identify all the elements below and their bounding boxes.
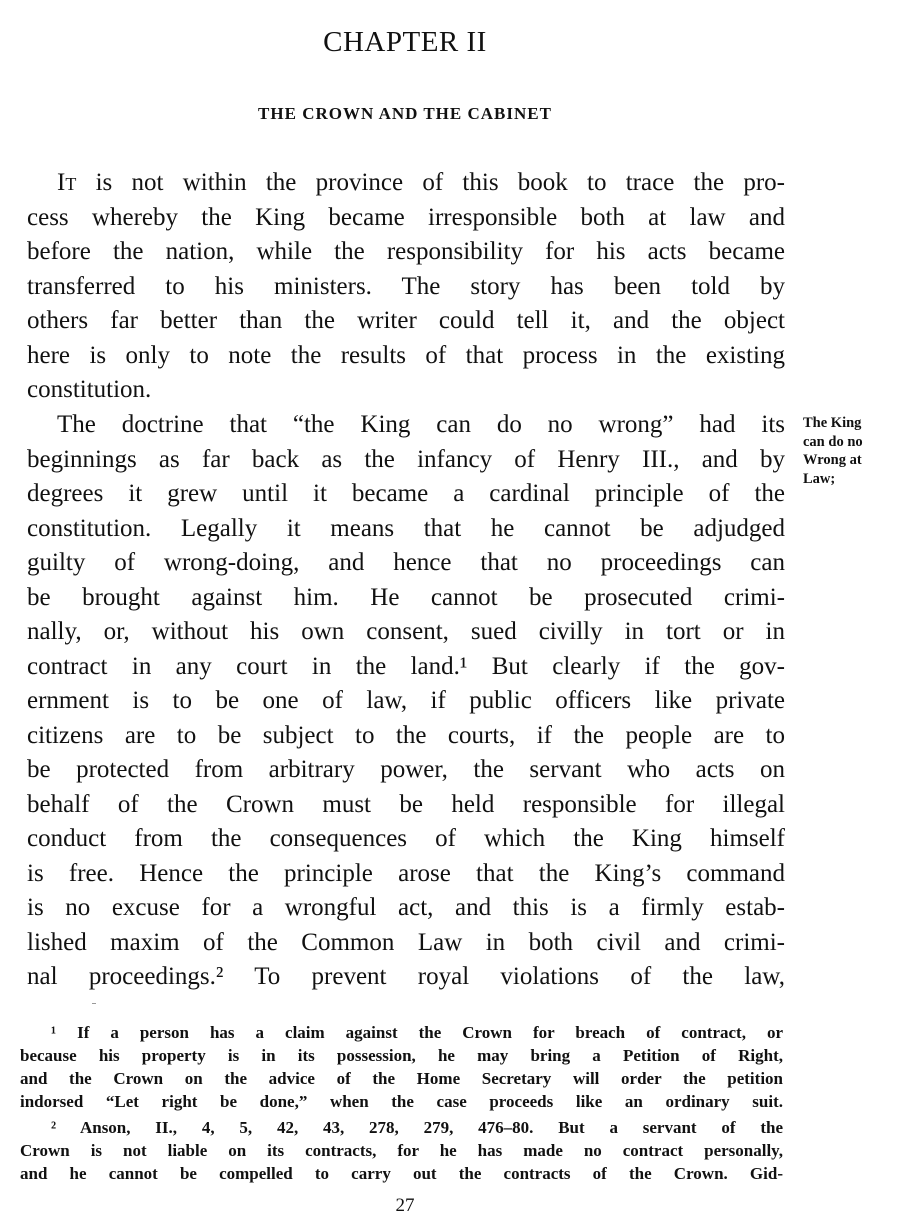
paragraph-2: [27, 408, 785, 995]
text-line: ernment is to be one of law, if public officers like private: [27, 687, 785, 714]
text-line: behalf of the Crown must be held responsible for illegal: [27, 790, 785, 818]
margin-note-line: Law;: [803, 470, 836, 487]
text-line: is no excuse for a wrongful act, and this is a firmly estab-: [27, 894, 785, 921]
footnote-line: because his property is in its possession, he may bring a Petition of Right,: [20, 1046, 783, 1065]
margin-note-line: can do no: [803, 433, 863, 450]
text-line: lished maxim of the Common Law in both civil and crimi-: [27, 928, 785, 956]
text-line: contract in any court in the land.¹ But clearly if the gov-: [27, 652, 785, 680]
footnote-1: [20, 1021, 783, 1113]
text-line: citizens are to be subject to the courts, if the people are to: [27, 721, 785, 749]
drop-word: It: [57, 169, 77, 196]
text-line: is free. Hence the principle arose that the King’s command: [27, 859, 785, 887]
chapter-title: THE CROWN AND THE CABINET: [258, 104, 552, 123]
text-line: The doctrine that “the King can do no wrong” had its: [57, 411, 785, 438]
footnote-mark: [92, 1003, 96, 1004]
text-line: cess whereby the King became irresponsible both at law and: [27, 203, 785, 231]
text-line: beginnings as far back as the infancy of Henry III., and by: [27, 445, 785, 473]
text-line: here is only to note the results of that process in the existing: [27, 341, 785, 369]
paragraph-1: [27, 166, 785, 408]
text-line: be protected from arbitrary power, the servant who acts on: [27, 756, 785, 783]
text-line: before the nation, while the responsibility for his acts became: [27, 238, 785, 265]
text-line: be brought against him. He cannot be prosecuted crimi-: [27, 583, 785, 611]
text-line: [27, 166, 785, 201]
text-line: constitution. Legally it means that he cannot be adjudged: [27, 514, 785, 542]
footnote-2: [20, 1116, 783, 1185]
text-line: degrees it grew until it became a cardinal principle of the: [27, 480, 785, 507]
footnote-line: Crown is not liable on its contracts, for he has made no contract personally,: [20, 1141, 783, 1160]
text-line: guilty of wrong-doing, and hence that no proceedings can: [27, 549, 785, 576]
text-line: nally, or, without his own consent, sued civilly in tort or in: [27, 618, 785, 645]
footnote-line: ² Anson, II., 4, 5, 42, 43, 278, 279, 476–80. But a servant of the: [51, 1118, 783, 1137]
margin-note-line: Wrong at: [803, 452, 862, 468]
text-line: transferred to his ministers. The story has been told by: [27, 272, 785, 300]
footnote-line: indorsed “Let right be done,” when the case proceeds like an ordinary suit.: [20, 1092, 783, 1111]
chapter-heading: CHAPTER II: [323, 26, 487, 58]
text-line: constitution.: [27, 376, 152, 403]
footnote-line: and the Crown on the advice of the Home Secretary will order the petition: [20, 1069, 783, 1088]
page-number: 27: [395, 1195, 415, 1216]
footnote-line: and he cannot be compelled to carry out the contracts of the Crown. Gid-: [20, 1164, 783, 1183]
margin-note: [803, 414, 908, 488]
text-line-content: is not within the province of this book to trace the pro-: [76, 169, 785, 196]
text-line: nal proceedings.² To prevent royal violations of the law,: [27, 963, 785, 990]
text-line: conduct from the consequences of which the King himself: [27, 825, 785, 852]
margin-note-line: The King: [803, 415, 862, 431]
footnote-line: ¹ If a person has a claim against the Crown for breach of contract, or: [51, 1023, 783, 1042]
text-line: others far better than the writer could tell it, and the object: [27, 307, 785, 334]
